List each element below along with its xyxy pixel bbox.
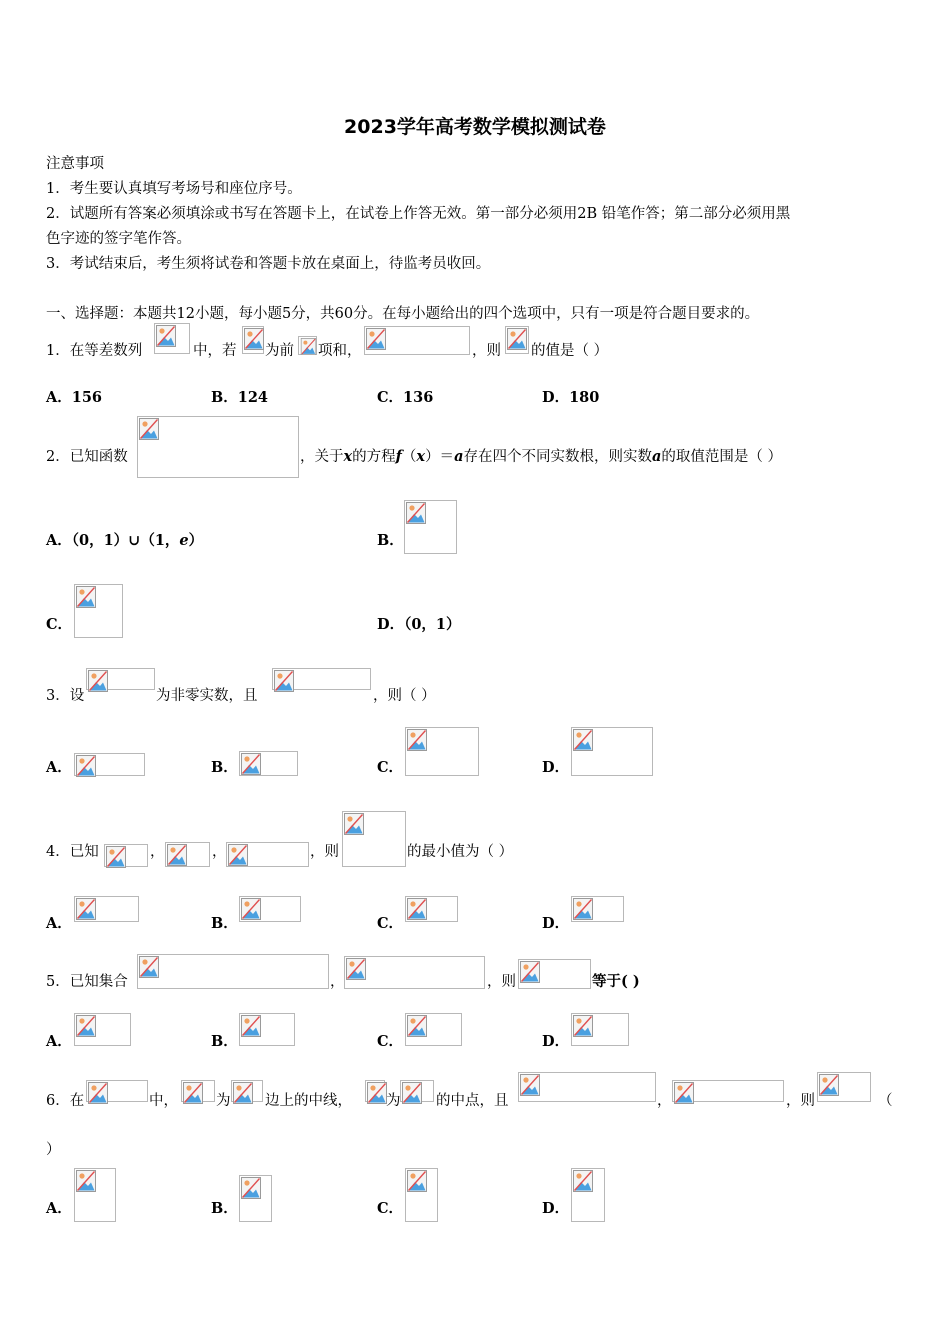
q2-text: [46, 445, 128, 466]
q5-option-b[interactable]: B．: [211, 1033, 238, 1050]
notice-item-3: 3．考试结束后，考生须将试卷和答题卡放在桌面上，待监考员收回。: [46, 256, 491, 272]
formula-image: [364, 326, 470, 355]
formula-image: [405, 896, 458, 922]
formula-image: [405, 727, 479, 776]
q4-option-b[interactable]: B．: [211, 915, 238, 932]
formula-image: [165, 842, 210, 867]
q6-text-7: ，: [657, 1093, 672, 1109]
q6-text-1: 6．在: [46, 1093, 85, 1109]
formula-image: [86, 1080, 148, 1102]
q2-option-a[interactable]: A．（0，1）∪（1，e）: [46, 532, 204, 549]
formula-image: [154, 323, 190, 354]
q1-text-2: 中，若: [193, 343, 237, 359]
formula-image: [342, 811, 406, 867]
formula-image: [518, 959, 591, 989]
formula-image: [231, 1080, 263, 1102]
formula-image: [181, 1080, 215, 1102]
formula-image: [344, 956, 485, 989]
q4-text-3: ，: [212, 844, 227, 860]
q6-text-10: ）: [46, 1142, 61, 1158]
formula-image: [239, 896, 301, 922]
q4-option-d[interactable]: D．: [542, 915, 570, 932]
q6-option-c[interactable]: C．: [377, 1200, 404, 1217]
q3-text-3: ，则（ ）: [373, 688, 436, 704]
section-heading: 一、选择题：本题共12小题，每小题5分，共60分。在每小题给出的四个选项中，只有一项是符合题目要求的。: [46, 306, 760, 322]
q5-text-2: ，: [330, 974, 345, 990]
q1-text-6: 的值是（ ）: [531, 343, 609, 359]
q4-text-4: ，则: [310, 844, 339, 860]
q4-text-5: 的最小值为（ ）: [407, 844, 514, 860]
q2-text-1: 2．已知函数: [46, 449, 128, 465]
q6-text-5: 为: [386, 1093, 401, 1109]
formula-image: [405, 1168, 438, 1222]
q5-text-1: 5．已知集合: [46, 974, 128, 990]
formula-image: [298, 336, 317, 355]
q1-text-3: 为前: [265, 343, 294, 359]
formula-image: [672, 1080, 784, 1102]
formula-image: [239, 1175, 272, 1222]
q1-option-b[interactable]: B．124: [211, 389, 269, 406]
formula-image: [518, 1072, 656, 1102]
q6-option-d[interactable]: D．: [542, 1200, 570, 1217]
q3-text-2: 为非零实数，且: [156, 688, 258, 704]
formula-image: [74, 1013, 131, 1046]
q5-option-d[interactable]: D．: [542, 1033, 570, 1050]
q2-text-rest: ，关于x的方程f（x）＝a存在四个不同实数根，则实数a的取值范围是（ ）: [300, 448, 782, 465]
q1-text-1: 1．在等差数列: [46, 343, 143, 359]
formula-image: [505, 326, 529, 354]
formula-image: [817, 1072, 871, 1102]
q6-text-8: ，则: [786, 1093, 815, 1109]
formula-image: [239, 1013, 295, 1046]
q3-text-1: 3．设: [46, 688, 85, 704]
q1-text-5: ，则: [472, 343, 501, 359]
q2-option-b[interactable]: B．: [377, 532, 404, 549]
notice-item-2-cont: 色字迹的签字笔作答。: [46, 231, 191, 247]
q6-text-3: 为: [216, 1093, 231, 1109]
q1-option-d[interactable]: D．180: [542, 389, 600, 406]
formula-image: [74, 1168, 116, 1222]
q6-text-2: 中，: [149, 1093, 178, 1109]
formula-image: [571, 1013, 629, 1046]
formula-image: [74, 896, 139, 922]
q6-text-6: 的中点，且: [436, 1093, 509, 1109]
q1-option-a[interactable]: A．156: [46, 389, 103, 406]
q4-option-a[interactable]: A．: [46, 915, 72, 932]
formula-image: [571, 896, 624, 922]
formula-image: [242, 326, 264, 354]
formula-image: [365, 1080, 385, 1102]
q6-option-b[interactable]: B．: [211, 1200, 238, 1217]
notice-item-1: 1．考生要认真填写考场号和座位序号。: [46, 181, 302, 197]
q2-option-d[interactable]: D．（0，1）: [377, 616, 461, 633]
q3-option-c[interactable]: C．: [377, 759, 404, 776]
q6-text-9: （: [878, 1093, 893, 1109]
q2-option-c[interactable]: C．: [46, 616, 73, 633]
formula-image: [74, 753, 145, 776]
q5-option-a[interactable]: A．: [46, 1033, 72, 1050]
formula-image: [137, 954, 329, 989]
q4-option-c[interactable]: C．: [377, 915, 404, 932]
q3-option-a[interactable]: A．: [46, 759, 72, 776]
q5-text-3: ，则: [487, 974, 516, 990]
formula-image: [104, 844, 148, 867]
q5-text-4: 等于( ): [592, 973, 640, 990]
q1-text-4: 项和，: [318, 343, 362, 359]
q4-text-2: ，: [150, 844, 165, 860]
q1-option-c[interactable]: C．136: [377, 389, 434, 406]
formula-image: [86, 668, 155, 690]
formula-image: [137, 416, 299, 478]
q4-text-1: 4．已知: [46, 844, 99, 860]
q3-option-d[interactable]: D．: [542, 759, 570, 776]
formula-image: [272, 668, 371, 690]
formula-image: [239, 751, 298, 776]
formula-image: [571, 1168, 605, 1222]
formula-image: [404, 500, 457, 554]
q3-option-b[interactable]: B．: [211, 759, 238, 776]
q6-option-a[interactable]: A．: [46, 1200, 72, 1217]
q5-option-c[interactable]: C．: [377, 1033, 404, 1050]
formula-image: [400, 1080, 434, 1102]
notice-heading: 注意事项: [46, 156, 104, 172]
formula-image: [405, 1013, 462, 1046]
formula-image: [74, 584, 123, 638]
q6-text-4: 边上的中线，: [265, 1093, 352, 1109]
notice-item-2: 2．试题所有答案必须填涂或书写在答题卡上，在试卷上作答无效。第一部分必须用2B 铅笔作答；第二部分必须用黑: [46, 206, 791, 222]
page-title: 2023学年高考数学模拟测试卷: [344, 116, 606, 138]
formula-image: [571, 727, 653, 776]
formula-image: [226, 842, 309, 867]
